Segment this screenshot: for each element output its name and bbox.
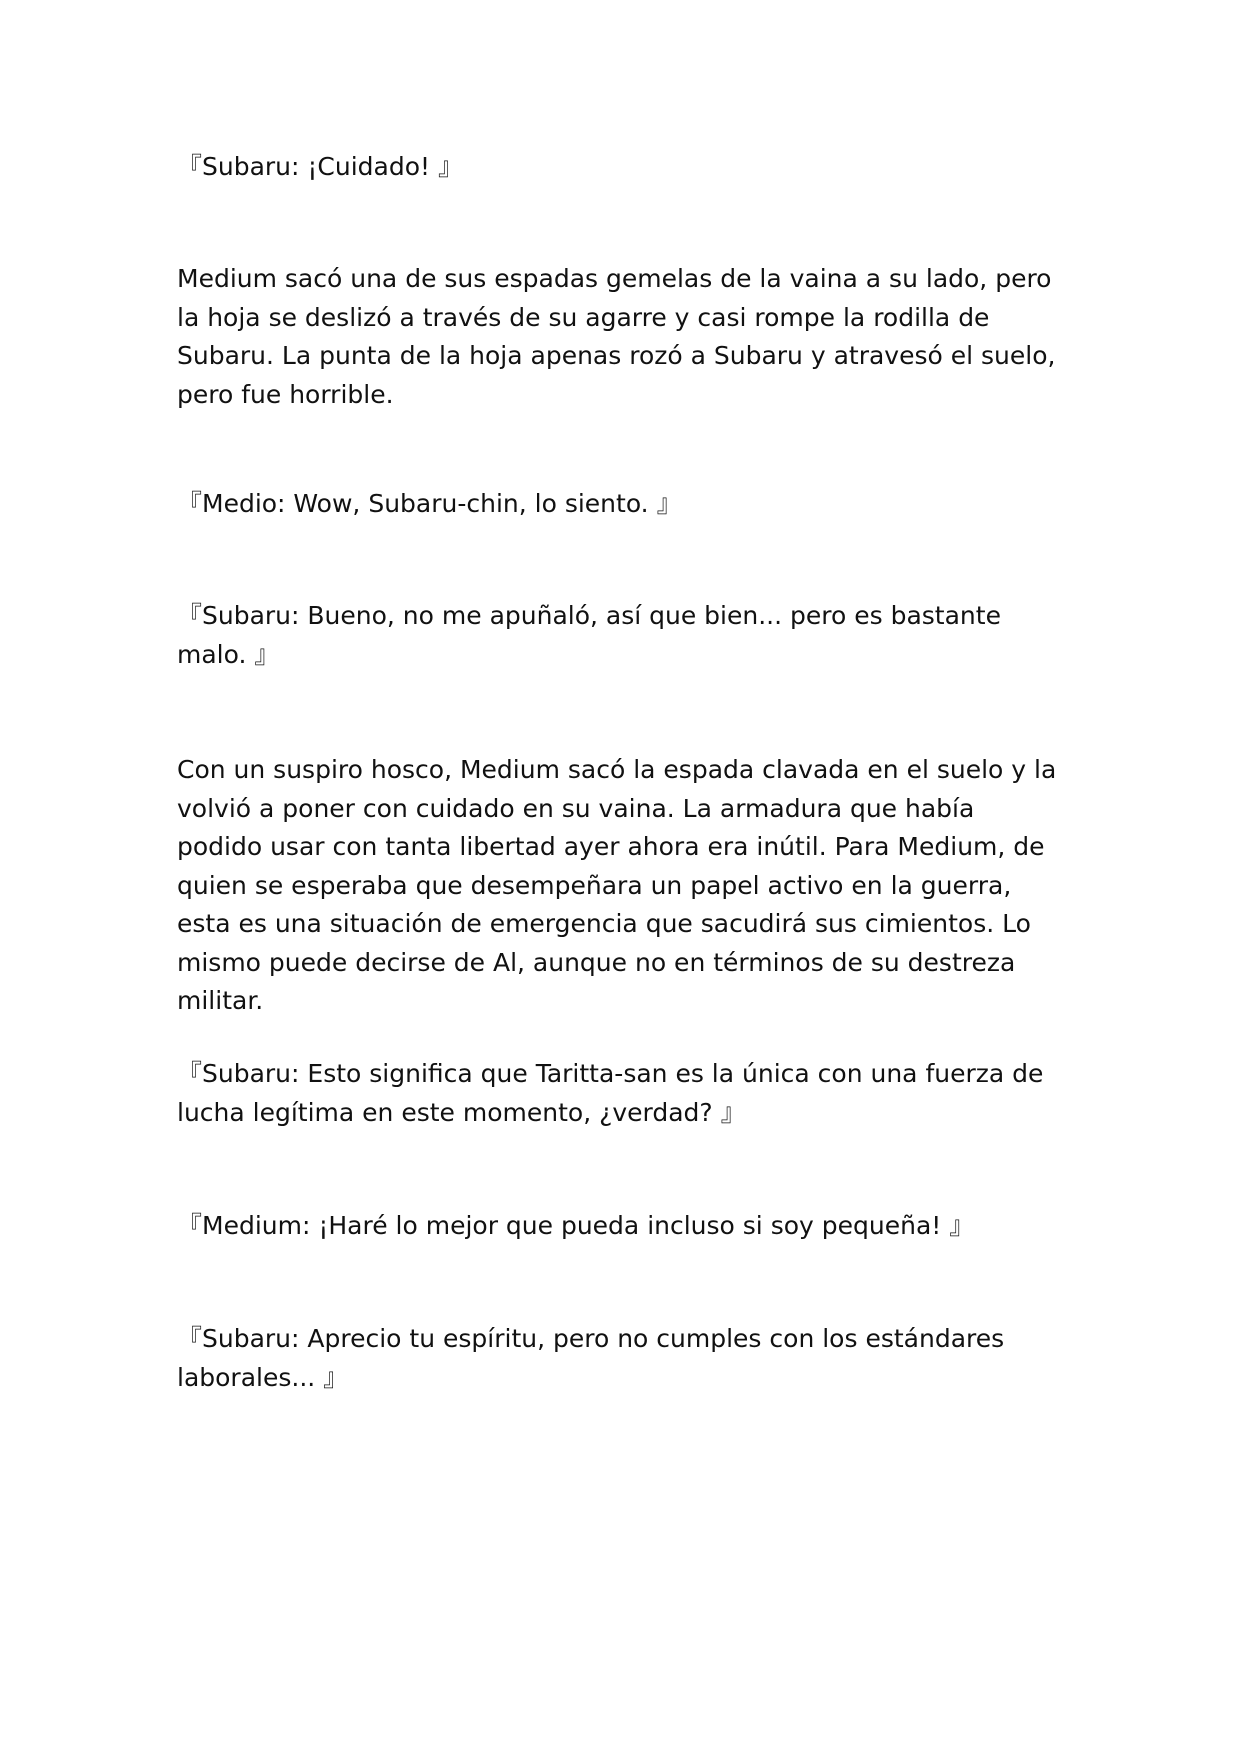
dialogue-medio-sorry: 『Medio: Wow, Subaru-chin, lo siento. 』	[177, 489, 682, 518]
narration-sheathing-sword: Con un suspiro hosco, Medium sacó la espada clavada en el suelo y la volvió a poner con cuidado en su vaina. La armadura que había podido usar con tanta libertad ayer ahora era inútil. Para Medium, de quien se esperaba que desempeñara un papel activo en la guerra, esta es una situación de emergencia que sacudirá sus cimientos. Lo mismo puede decirse de Al, aunque no en términos de su destreza militar.	[177, 755, 1057, 1015]
dialogue-subaru-not-stabbed: 『Subaru: Bueno, no me apuñaló, así que bien... pero es bastante malo. 』	[177, 601, 1001, 669]
dialogue-medium-best: 『Medium: ¡Haré lo mejor que pueda incluso si soy pequeña! 』	[177, 1211, 975, 1240]
narration-blade-slip: Medium sacó una de sus espadas gemelas de la vaina a su lado, pero la hoja se deslizó a través de su agarre y casi rompe la rodilla de Subaru. La punta de la hoja apenas rozó a Subaru y atravesó el suelo, pero fue horrible.	[177, 264, 1056, 409]
dialogue-subaru-taritta: 『Subaru: Esto significa que Taritta-san es la única con una fuerza de lucha legítima en este momento, ¿verdad? 』	[177, 1059, 1044, 1127]
dialogue-subaru-spirit: 『Subaru: Aprecio tu espíritu, pero no cumples con los estándares laborales... 』	[177, 1324, 1005, 1392]
dialogue-subaru-careful: 『Subaru: ¡Cuidado! 』	[177, 152, 463, 181]
